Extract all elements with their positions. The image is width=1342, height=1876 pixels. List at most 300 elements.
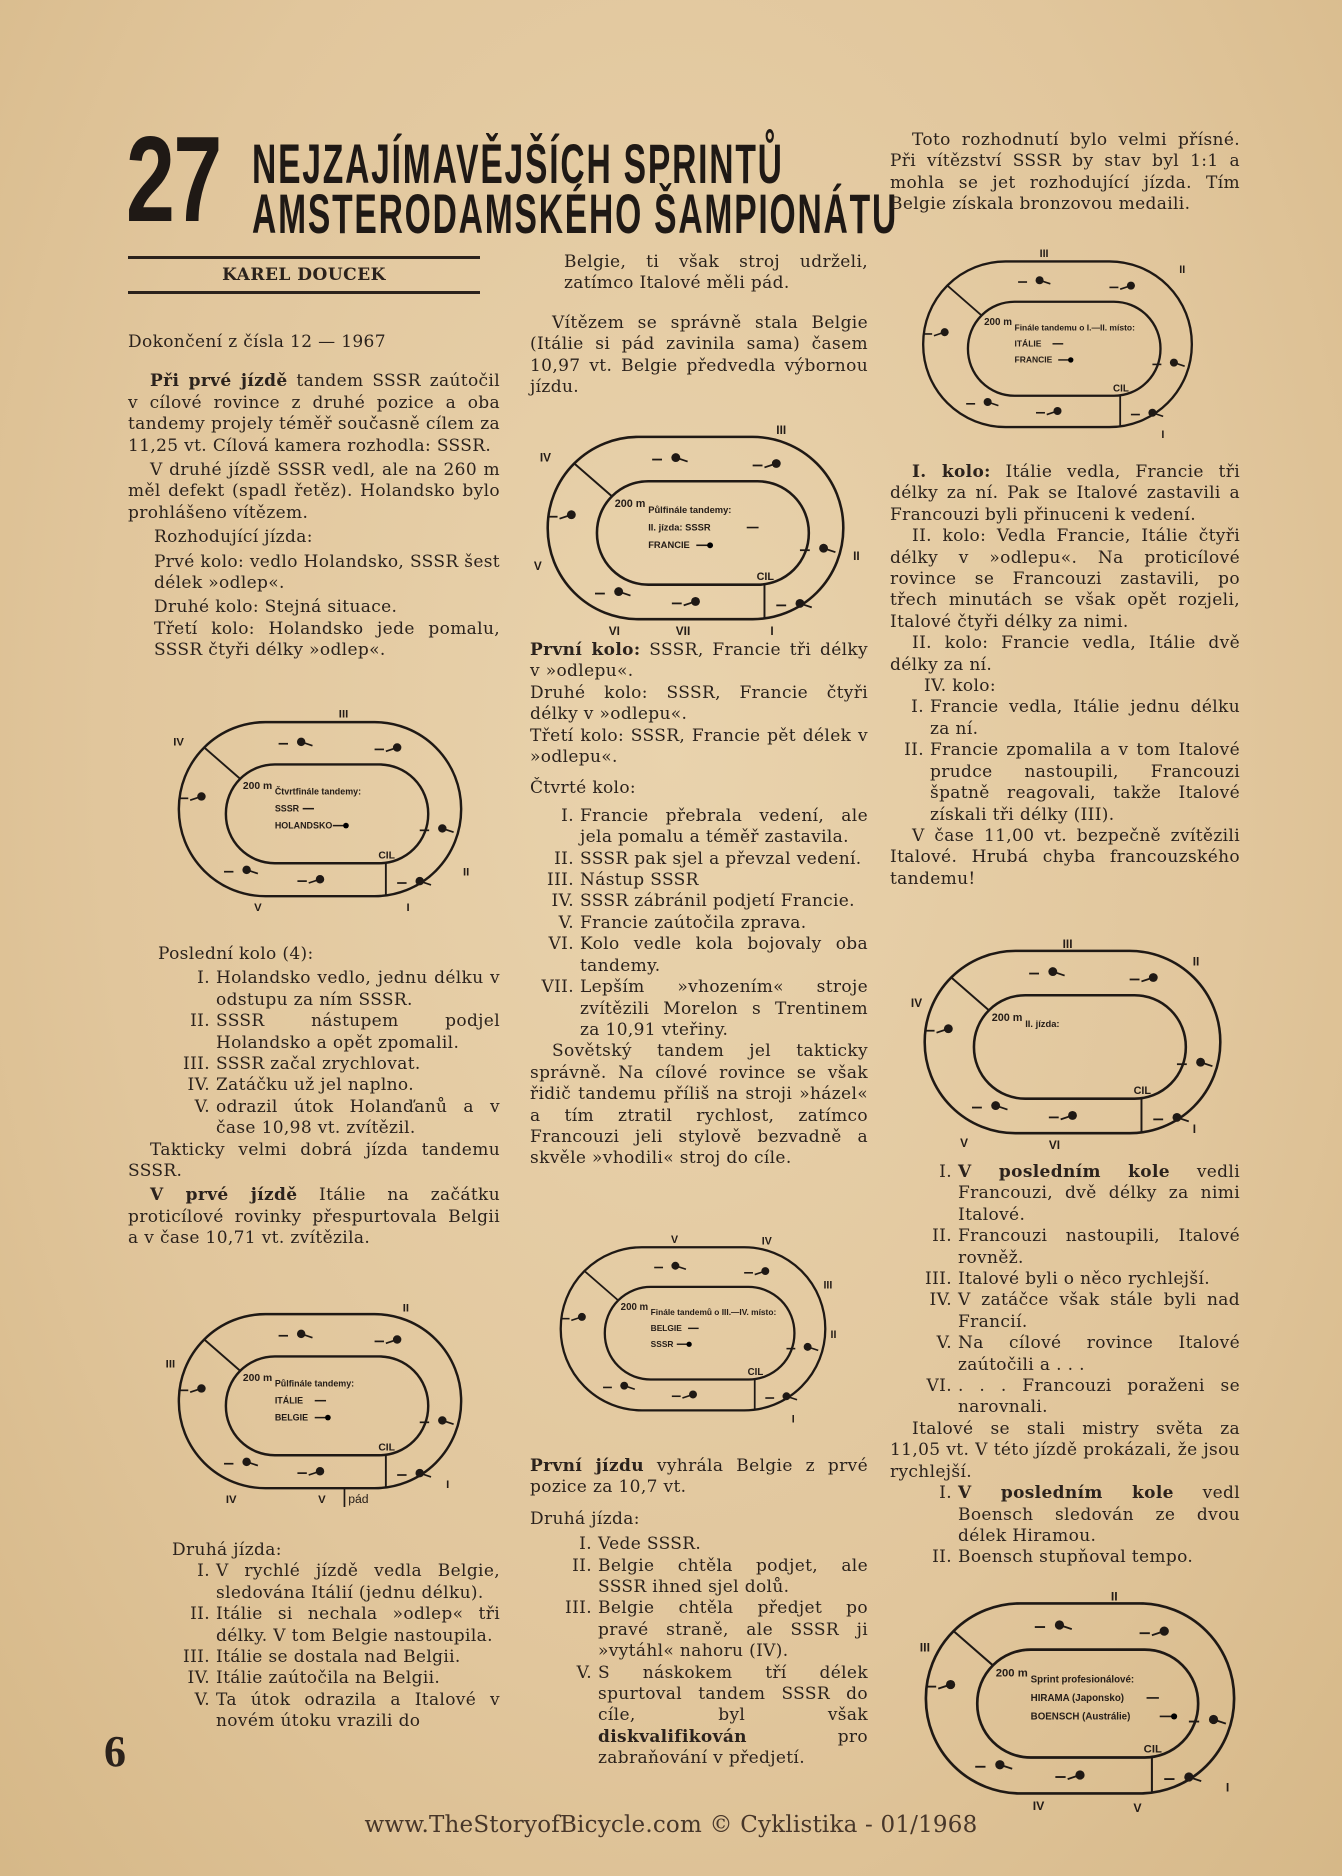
rider-icon: [671, 1262, 679, 1270]
rider-icon: [316, 1467, 324, 1475]
subheading: Druhá jízda:: [530, 1508, 640, 1529]
track-diagram-final-3-4: [543, 1234, 843, 1428]
numbered-list: [128, 1561, 500, 1732]
rider-icon: [416, 877, 424, 885]
list-item-number: I.: [197, 1561, 210, 1582]
diagram-caption-line: Finále tandemu o I.—II. místo:: [1014, 322, 1135, 333]
list-item-number: II.: [932, 1547, 952, 1568]
text-run: S náskokem tří délek spurtoval tandem SSSR do cíle, byl však: [598, 1662, 868, 1726]
list-item-number: V.: [194, 1689, 210, 1710]
list-item: [890, 1333, 1240, 1376]
bold-text-run: V prvé jízdě: [150, 1185, 298, 1206]
lap-marker: I: [1192, 1122, 1197, 1137]
paragraph: [530, 640, 868, 683]
200m-marker-line: [947, 286, 982, 316]
diagram-caption-line: BOENSCH (Austrálie): [1030, 1711, 1131, 1723]
diagram-caption-line: II. jízda: SSSR: [648, 522, 711, 533]
diagram-caption-line: Půlfinále tandemy:: [648, 504, 732, 515]
text-run: Kolo vedle kola bojovaly oba tandemy.: [580, 934, 868, 976]
list-item: [530, 1598, 868, 1662]
list-item: [890, 1162, 1240, 1226]
author-byline: KAREL DOUCEK: [128, 256, 480, 294]
list-item-text: [598, 1663, 868, 1770]
text-run: pro zabraňování v předjetí.: [598, 1726, 868, 1769]
diagram-caption-line: II. jízda:: [1025, 1018, 1060, 1029]
lap-marker: IV: [910, 996, 923, 1011]
subheading: IV. kolo:: [924, 676, 996, 697]
list-item-number: VI.: [548, 934, 574, 955]
column-1-last-lap: [128, 944, 500, 1253]
rider-icon: [796, 599, 805, 608]
list-item-text: [580, 913, 868, 934]
list-item: [530, 1556, 868, 1599]
rider-icon: [1170, 359, 1178, 367]
list-item-number: V.: [194, 1096, 210, 1117]
text-run: vedli Francouzi, dvě délky za nimi Italové.: [958, 1162, 1240, 1225]
lap-marker: V: [960, 1135, 969, 1150]
list-item: [890, 1226, 1240, 1269]
list-item-text: [598, 1556, 868, 1599]
column-2-bottom: [530, 1456, 868, 1770]
lap-marker: III: [338, 708, 349, 721]
list-item: [128, 1647, 500, 1668]
list-item: [890, 1269, 1240, 1290]
rider-icon: [1075, 1770, 1084, 1779]
200m-marker-line: [574, 464, 612, 498]
paragraph: Belgie, ti však stroj udrželi, zatímco Italové měli pád.: [564, 252, 868, 294]
lap-marker: I: [1161, 428, 1165, 441]
diagram-caption-line: FRANCIE: [648, 540, 690, 551]
list-item-number: IV.: [187, 1668, 210, 1689]
track-inner-edge: [968, 302, 1161, 396]
column-2-middle: [530, 640, 868, 1173]
lap-marker: V: [318, 1494, 326, 1507]
lap-marker: V: [670, 1234, 679, 1246]
text-run: Zatáčku už jel naplno.: [216, 1075, 414, 1096]
track-inner-edge: [226, 1356, 428, 1455]
list-item-text: [216, 1604, 500, 1647]
lap-line: Druhé kolo: Stejná situace.: [154, 597, 398, 618]
paragraph: Sovětský tandem jel takticky správně. Na cílové rovince se však řidič tandemu příliš na stroji »házel« a tím ztratil rychlost, zatímco Francouzi jeli stylově bezvadně a skvěle »vhodili« stroj do cíle.: [530, 1041, 868, 1169]
list-item-number: II.: [932, 1226, 952, 1247]
list-item-text: [958, 1483, 1240, 1547]
text-run: Francie zpomalila a v tom Italové prudce nastoupili, Francouzi špatně reagovali, takže Italové získali tři délky (III).: [930, 740, 1240, 825]
track-diagram-quarterfinal: [160, 708, 480, 915]
list-item-number: IV.: [929, 1290, 952, 1311]
paragraph: V druhé jízdě SSSR vedl, ale na 260 m měl defekt (spadl řetěz). Holandsko bylo prohlášeno vítězem.: [128, 460, 500, 523]
diagram-caption-line: BELGIE: [650, 1323, 682, 1333]
track-inner-edge: [597, 481, 809, 584]
lap-marker: V: [1133, 1800, 1142, 1814]
text-run: Ta útok odrazila a Italové v novém útoku vrazili do: [216, 1689, 500, 1732]
list-item-number: VI.: [926, 1376, 952, 1397]
lap-marker: III: [776, 422, 787, 437]
rider-icon: [416, 1469, 424, 1477]
list-item: [890, 1376, 1240, 1419]
lap-marker: II: [463, 866, 470, 879]
numbered-list: [890, 1483, 1240, 1569]
finish-label: CIL: [1113, 383, 1129, 395]
legend-dot-icon: [707, 542, 713, 548]
article-title-line-2: AMSTERODAMSKÉHO ŠAMPIONÁTU: [252, 182, 899, 245]
rider-icon: [1068, 1111, 1077, 1120]
lap-marker: II: [1110, 1589, 1118, 1604]
text-run: SSSR pak sjel a převzal vedení.: [580, 848, 862, 869]
list-item-text: [216, 1647, 500, 1668]
diagram-caption-line: HOLANDSKO: [274, 820, 333, 831]
list-item: [890, 740, 1240, 826]
list-item-number: II.: [572, 1555, 592, 1576]
lap-marker: III: [1062, 936, 1073, 951]
list-item: [530, 977, 868, 1041]
rider-icon: [1184, 1772, 1193, 1781]
bold-text-run: I. kolo:: [912, 462, 991, 482]
text-run: Francie zaútočila zprava.: [580, 912, 807, 933]
distance-label: 200 m: [984, 317, 1012, 329]
list-item-number: II.: [190, 1011, 210, 1032]
paragraph: [890, 462, 1240, 526]
rider-icon: [297, 738, 305, 746]
lap-marker: I: [1225, 1780, 1230, 1795]
list-item: [890, 697, 1240, 740]
list-item: [890, 1547, 1240, 1568]
rider-icon: [984, 398, 992, 406]
column-1-intro: [128, 332, 500, 665]
column-2-top: [530, 252, 868, 401]
list-item-text: [216, 1075, 500, 1096]
200m-marker-line: [204, 1340, 241, 1372]
lap-marker: IV: [539, 450, 551, 465]
text-run: Belgie chtěla předjet po pravé straně, ale SSSR ji »vytáhl« nahoru (IV).: [598, 1598, 868, 1662]
finish-label: CIL: [747, 1367, 764, 1379]
list-item-number: IV.: [187, 1075, 210, 1096]
bold-text-run: V posledním kole: [958, 1483, 1174, 1504]
finish-label: CIL: [756, 570, 775, 583]
list-item: [128, 1011, 500, 1054]
list-item: [890, 1483, 1240, 1547]
text-run: odrazil útok Holanďanů a v čase 10,98 vt. zvítězil.: [216, 1096, 500, 1139]
list-item: [530, 934, 868, 977]
track-outer-edge: [925, 951, 1221, 1133]
list-item-number: V.: [936, 1333, 952, 1354]
list-item-text: [216, 1561, 500, 1604]
list-item-text: [216, 1054, 500, 1075]
page-number: 6: [104, 1727, 126, 1776]
list-item-number: II.: [554, 848, 574, 869]
list-item: [128, 1097, 500, 1140]
list-item-text: [958, 1547, 1240, 1568]
list-item-number: III.: [183, 1647, 210, 1668]
list-item: [128, 1604, 500, 1647]
paragraph: Vítězem se správně stala Belgie (Itálie si pád zavinila sama) časem 10,97 vt. Belgie předvedla výbornou jízdu.: [530, 312, 868, 398]
list-item-number: III.: [925, 1269, 952, 1290]
diagram-caption-line: SSSR: [650, 1338, 674, 1349]
numbered-list: [530, 806, 868, 1041]
bold-text-run: Při prvé jízdě: [150, 371, 288, 392]
bold-text-run: diskvalifikován: [598, 1726, 747, 1747]
diagram-caption-line: FRANCIE: [1014, 354, 1053, 365]
lap-marker: II: [1179, 264, 1186, 277]
text-run: Lepším »vhozením« stroje zvítězili Morelon s Trentinem za 10,91 vteřiny.: [580, 977, 868, 1040]
lap-marker: VI: [608, 623, 620, 638]
numbered-list: [530, 1534, 868, 1769]
numbered-list: [128, 968, 500, 1139]
legend-dot-icon: [686, 1342, 691, 1347]
diagram-caption-line: Finále tandemů o III.—IV. místo:: [650, 1307, 777, 1318]
legend-dot-icon: [343, 823, 349, 829]
track-inner-edge: [974, 995, 1186, 1098]
200m-marker-line: [585, 1271, 619, 1301]
list-item-text: [958, 1162, 1240, 1226]
rider-icon: [941, 328, 949, 336]
200m-marker-line: [204, 748, 241, 780]
text-run: vedl Boensch sledován ze dvou délek Hiramou.: [958, 1483, 1241, 1546]
200m-marker-line: [951, 978, 989, 1012]
lap-marker: V: [254, 902, 262, 915]
list-item: [530, 806, 868, 849]
bold-text-run: První jízdu: [530, 1456, 644, 1476]
article-title-line-1: NEJZAJÍMAVĚJŠÍCH SPRINTŮ: [252, 132, 784, 195]
list-item-number: III.: [183, 1054, 210, 1075]
diagram-caption-line: ITÁLIE: [274, 1395, 304, 1406]
text-run: vyhrála Belgie z prvé pozice za 10,7 vt.: [530, 1456, 869, 1498]
rider-icon: [438, 1416, 446, 1424]
column-3-bottom: [890, 1162, 1240, 1569]
lap-marker: I: [791, 1413, 795, 1426]
diagram-caption-line: HIRAMA (Japonsko): [1030, 1693, 1125, 1704]
diagram-caption-line: Sprint profesionálové:: [1030, 1674, 1135, 1686]
paragraph: Třetí kolo: SSSR, Francie pět délek v »odlepu«.: [530, 725, 868, 768]
list-item-number: I.: [911, 697, 924, 718]
distance-label: 200 m: [242, 1372, 273, 1384]
lap-marker: III: [823, 1279, 833, 1292]
diagram-caption-line: BELGIE: [274, 1412, 309, 1423]
list-item-text: [216, 1011, 500, 1054]
column-3-middle: [890, 462, 1240, 893]
list-item-number: I.: [579, 1534, 592, 1555]
crash-label: pád: [348, 1492, 369, 1507]
lap-marker: IV: [761, 1235, 772, 1248]
lap-marker: IV: [225, 1494, 237, 1507]
list-item: [128, 968, 500, 1011]
text-run: Boensch stupňoval tempo.: [958, 1547, 1194, 1568]
list-item-number: I.: [939, 1162, 952, 1182]
text-run: Francouzi nastoupili, Italové rovněž.: [958, 1226, 1240, 1268]
bold-text-run: V posledním kole: [958, 1162, 1170, 1182]
finish-label: CIL: [378, 1442, 396, 1454]
list-item-text: [580, 934, 868, 977]
list-item-number: III.: [565, 1598, 592, 1619]
list-item-text: [930, 697, 1240, 740]
lap-marker: III: [1039, 248, 1049, 260]
lap-marker: IV: [173, 736, 184, 749]
diagram-caption-line: Půlfinále tandemy:: [274, 1378, 355, 1389]
subheading: Poslední kolo (4):: [158, 944, 314, 964]
list-item-text: [958, 1333, 1240, 1376]
text-run: Itálie na začátku proticílové rovinky přespurtovala Belgii a v čase 10,71 vt. zvítězila.: [128, 1185, 500, 1249]
rider-icon: [620, 1382, 628, 1390]
subheading: Druhá jízda:: [172, 1540, 282, 1560]
distance-label: 200 m: [991, 1011, 1023, 1024]
rider-icon: [1149, 973, 1158, 982]
text-run: Itálie vedla, Francie tři délky za ní. Pak se Italové zastavili a Francouzi byli přinuceni k vedení.: [890, 462, 1241, 525]
list-item-text: [958, 1226, 1240, 1269]
list-item-number: III.: [547, 870, 574, 891]
list-item-text: [958, 1269, 1240, 1290]
lap-line: Prvé kolo: vedlo Holandsko, SSSR šest délek »odlep«.: [154, 551, 500, 594]
rider-icon: [1173, 1113, 1182, 1122]
lap-marker: V: [533, 558, 542, 573]
list-item-text: [598, 1534, 868, 1555]
diagram-caption-line: Čtvrtfinále tandemy:: [274, 786, 362, 797]
track-diagram-final-1-2: [905, 248, 1210, 445]
paragraph: [128, 1185, 500, 1249]
list-item-text: [598, 1598, 868, 1662]
diagram-caption-line: ITÁLIE: [1014, 338, 1042, 349]
track-outer-edge: [179, 722, 461, 896]
subheading: Rozhodující jízda:: [154, 527, 313, 548]
track-diagram-final-1-2-second-ride: [905, 936, 1240, 1153]
text-run: Belgie chtěla podjet, ale SSSR ihned sjel dolů.: [598, 1555, 868, 1598]
distance-label: 200 m: [614, 497, 646, 510]
article-number: 27: [126, 111, 221, 247]
text-run: SSSR zábránil podjetí Francie.: [580, 891, 855, 912]
distance-label: 200 m: [995, 1667, 1028, 1680]
paragraph: Druhé kolo: SSSR, Francie čtyři délky v »odlepu«.: [530, 682, 868, 725]
lap-marker: III: [165, 1358, 176, 1371]
rider-icon: [671, 453, 680, 462]
list-item: [530, 1534, 868, 1555]
list-item-number: I.: [939, 1483, 952, 1504]
text-run: Francie přebrala vedení, ale jela pomalu a téměř zastavila.: [580, 805, 868, 848]
list-item: [128, 1075, 500, 1096]
list-item-number: I.: [561, 805, 574, 826]
legend-dot-icon: [325, 1415, 331, 1421]
lap-marker: I: [770, 623, 774, 638]
finish-label: CIL: [378, 850, 396, 862]
list-item-text: [580, 977, 868, 1041]
paragraph: Italové se stali mistry světa za 11,05 vt. V této jízdě prokázali, že jsou rychlejší.: [890, 1418, 1240, 1482]
list-item: [128, 1690, 500, 1733]
list-item: [530, 870, 868, 891]
track-diagram-semifinal-sssr-france: [528, 422, 863, 639]
list-item: [128, 1054, 500, 1075]
lap-marker: II: [1192, 954, 1200, 969]
track-diagram-professional-sprint: [905, 1588, 1255, 1814]
paragraph: [530, 1456, 868, 1499]
legend-dot-icon: [1171, 1713, 1177, 1719]
continuation-note: Dokončení z čísla 12 — 1967: [128, 332, 386, 352]
text-run: . . . Francouzi poraženi se narovnali.: [958, 1376, 1240, 1418]
paragraph: [128, 371, 500, 457]
track-inner-edge: [226, 764, 428, 863]
list-item-text: [958, 1376, 1240, 1419]
list-item-number: V.: [576, 1662, 592, 1683]
diagram-caption-line: SSSR: [274, 803, 300, 814]
rider-icon: [197, 792, 205, 800]
paragraph: II. kolo: Vedla Francie, Itálie čtyři délky v »odlepu«. Na proticílové rovince se Francouzi zastavili, po třech minutách se však opět rozjeli, Italové čtyři délky za nimi.: [890, 526, 1240, 632]
distance-label: 200 m: [242, 780, 273, 792]
list-item-text: [930, 740, 1240, 826]
list-item: [530, 891, 868, 912]
text-run: Francie vedla, Itálie jednu délku za ní.: [930, 697, 1240, 739]
list-item-number: II.: [904, 740, 924, 761]
list-item-text: [580, 849, 868, 870]
list-item-text: [216, 1690, 500, 1733]
lap-marker: II: [853, 549, 860, 564]
list-item-text: [958, 1290, 1240, 1333]
lap-marker: II: [402, 1302, 410, 1315]
rider-icon: [691, 597, 700, 606]
paragraph: V čase 11,00 vt. bezpečně zvítězili Italové. Hrubá chyba francouzského tandemu!: [890, 825, 1240, 889]
track-diagram-semifinal-italy-belgium: [160, 1300, 480, 1507]
text-run: SSSR, Francie tři délky v »odlepu«.: [530, 640, 868, 682]
list-item: [128, 1561, 500, 1604]
rider-icon: [1053, 407, 1061, 415]
200m-marker-line: [954, 1631, 994, 1666]
numbered-list: [890, 697, 1240, 825]
lap-marker: IV: [1032, 1798, 1045, 1813]
subheading: Čtvrté kolo:: [530, 778, 637, 799]
column-3-top: [890, 130, 1240, 219]
text-run: Na cílové rovince Italové zaútočili a . . .: [958, 1333, 1240, 1375]
finish-label: CIL: [1143, 1743, 1162, 1756]
text-run: V zatáčce však stále byli nad Francií.: [958, 1290, 1240, 1332]
text-run: SSSR začal zrychlovat.: [216, 1054, 421, 1075]
list-item: [530, 1663, 868, 1770]
text-run: V rychlé jízdě vedla Belgie, sledována Itálií (jednu délku).: [216, 1561, 500, 1603]
list-item-number: V.: [558, 912, 574, 933]
lap-marker: III: [919, 1640, 931, 1655]
text-run: tandem SSSR zaútočil v cílové rovince z druhé pozice a oba tandemy projely téměř současně cílem za 11,25 vt. Cílová kamera rozhodla: SSSR.: [128, 371, 501, 456]
track-inner-edge: [605, 1287, 795, 1380]
list-item-text: [216, 1668, 500, 1689]
list-item-text: [580, 806, 868, 849]
lap-marker: II: [830, 1329, 837, 1342]
column-1-second-ride: [128, 1540, 500, 1733]
list-item-number: VII.: [541, 977, 574, 998]
text-run: Nástup SSSR: [580, 870, 699, 891]
lap-marker: I: [446, 1479, 450, 1492]
text-run: Itálie si nechala »odlep« tři délky. V tom Belgie nastoupila.: [216, 1604, 500, 1646]
text-run: Itálie se dostala nad Belgii.: [216, 1647, 461, 1668]
footer-credit: www.TheStoryofBicycle.com © Cyklistika - 01/1968: [364, 1812, 978, 1838]
paragraph: Takticky velmi dobrá jízda tandemu SSSR.: [128, 1139, 500, 1182]
list-item-text: [216, 1097, 500, 1140]
finish-label: CIL: [1133, 1084, 1152, 1097]
lap-marker: I: [406, 902, 410, 915]
rider-icon: [1209, 1715, 1218, 1724]
text-run: Itálie zaútočila na Belgii.: [216, 1668, 441, 1689]
list-item: [128, 1668, 500, 1689]
list-item-number: II.: [190, 1604, 210, 1625]
numbered-list: [890, 1162, 1240, 1419]
lap-marker: VII: [675, 623, 691, 638]
list-item-number: IV.: [551, 891, 574, 912]
text-run: Italové byli o něco rychlejší.: [958, 1269, 1211, 1290]
bold-text-run: První kolo:: [530, 640, 641, 660]
list-item-text: [216, 968, 500, 1011]
distance-label: 200 m: [620, 1301, 649, 1313]
text-run: SSSR nástupem podjel Holandsko a opět zpomalil.: [216, 1011, 500, 1053]
paragraph: II. kolo: Francie vedla, Itálie dvě délky za ní.: [890, 633, 1240, 675]
list-item: [530, 913, 868, 934]
text-run: Vede SSSR.: [598, 1534, 702, 1555]
text-run: Holandsko vedlo, jednu délku v odstupu za ním SSSR.: [216, 968, 500, 1010]
lap-marker: VI: [1048, 1137, 1061, 1152]
list-item-number: I.: [197, 968, 210, 989]
list-item: [530, 849, 868, 870]
